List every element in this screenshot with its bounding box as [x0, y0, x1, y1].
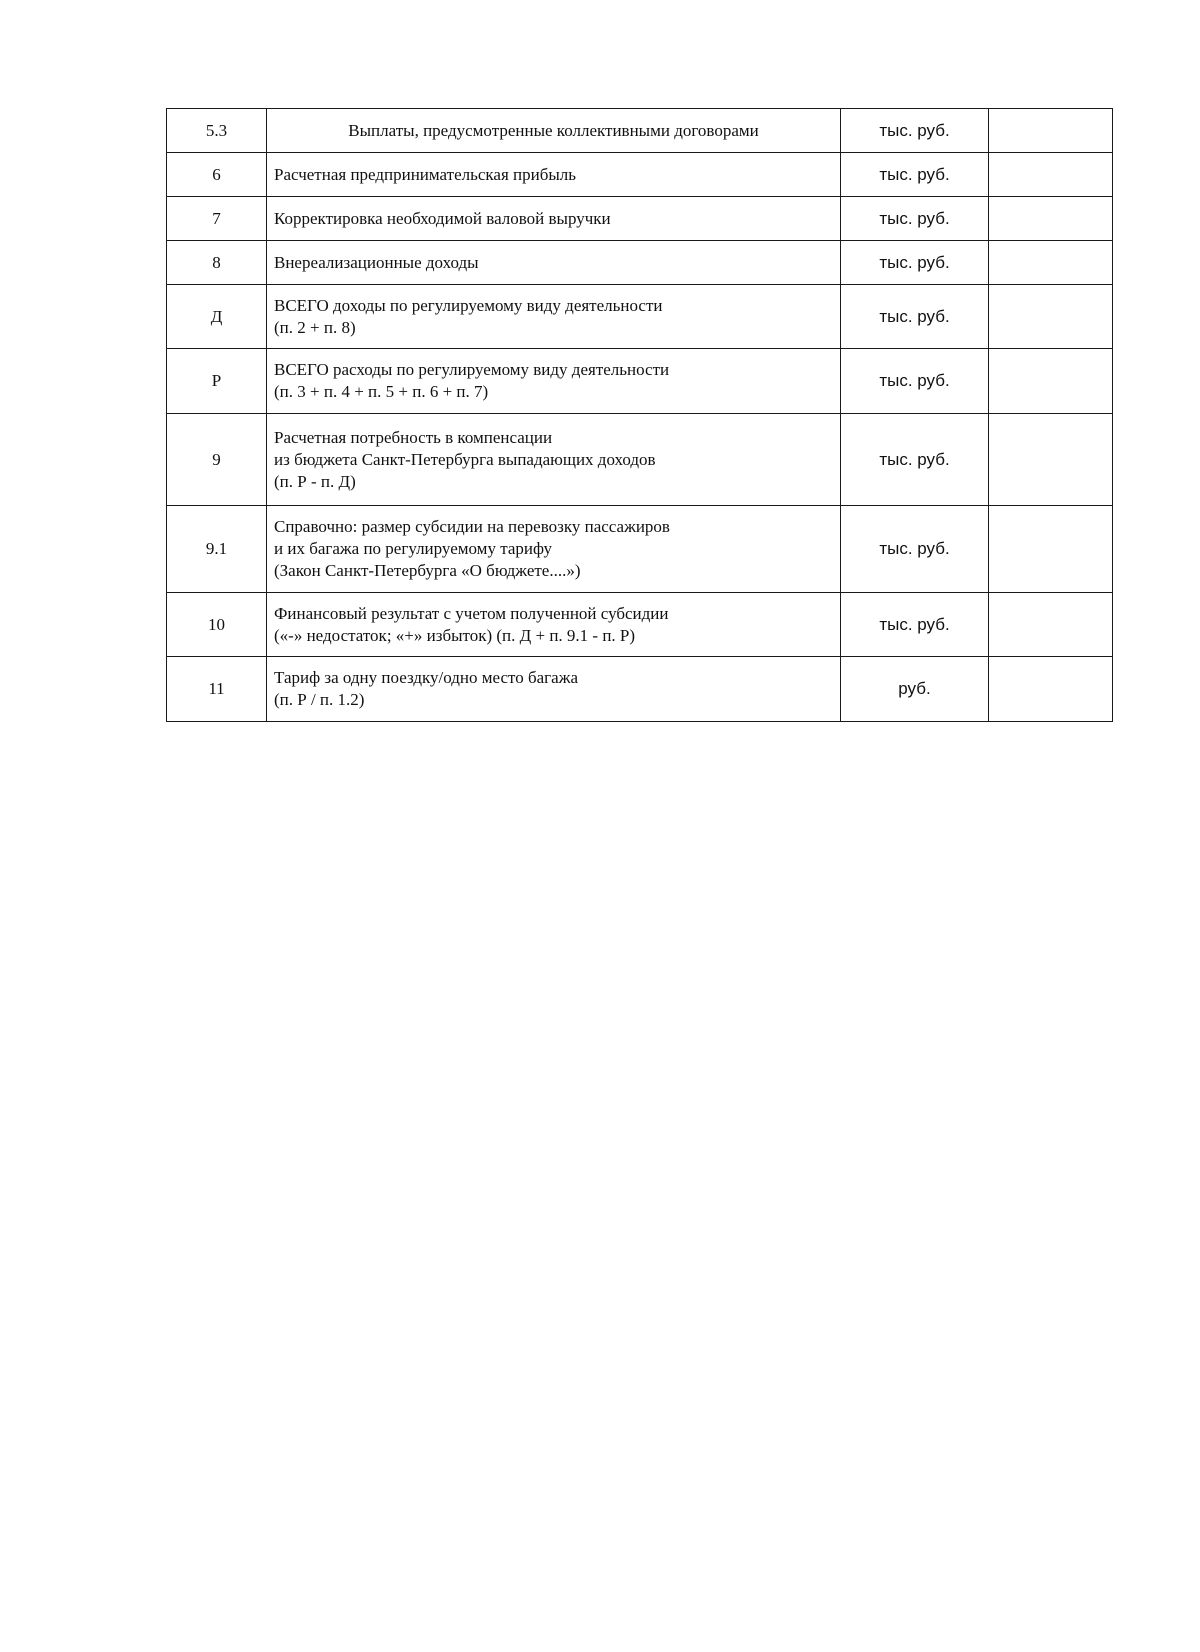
- row-number: Р: [167, 349, 267, 414]
- table-row: [167, 506, 1113, 593]
- row-indicator-name: [267, 241, 841, 285]
- row-unit: тыс. руб.: [841, 197, 989, 241]
- indicator-line: Корректировка необходимой валовой выручки: [274, 208, 611, 228]
- indicator-line: Финансовый результат с учетом полученной субсидии: [274, 603, 669, 623]
- table-row: [167, 109, 1113, 153]
- row-indicator-name: [267, 153, 841, 197]
- row-number: 5.3: [167, 109, 267, 153]
- row-indicator-name: [267, 414, 841, 506]
- row-value: [989, 109, 1113, 153]
- row-value: [989, 593, 1113, 657]
- row-value: [989, 414, 1113, 506]
- indicator-line: Справочно: размер субсидии на перевозку пассажиров: [274, 517, 670, 536]
- indicator-line: из бюджета Санкт-Петербурга выпадающих доходов: [274, 449, 656, 469]
- row-unit: тыс. руб.: [841, 241, 989, 285]
- row-number: Д: [167, 285, 267, 349]
- row-indicator-name: [267, 197, 841, 241]
- row-indicator-name: [267, 506, 841, 593]
- row-unit: тыс. руб.: [841, 153, 989, 197]
- table-row: [167, 657, 1113, 722]
- row-number: 6: [167, 153, 267, 197]
- indicator-line: (п. Р / п. 1.2): [274, 690, 365, 709]
- table-row: [167, 153, 1113, 197]
- indicator-line: Внереализационные доходы: [274, 252, 479, 272]
- row-number: 7: [167, 197, 267, 241]
- table-row: [167, 241, 1113, 285]
- indicator-line: (Закон Санкт-Петербурга «О бюджете....»): [274, 561, 581, 580]
- row-value: [989, 657, 1113, 722]
- row-value: [989, 197, 1113, 241]
- indicator-line: Расчетная предпринимательская прибыль: [274, 164, 577, 184]
- indicator-line: («-» недостаток; «+» избыток) (п. Д + п. 9.1 - п. Р): [274, 625, 636, 645]
- indicator-line: и их багажа по регулируемому тарифу: [274, 539, 553, 558]
- row-value: [989, 241, 1113, 285]
- row-number: 8: [167, 241, 267, 285]
- row-unit: тыс. руб.: [841, 109, 989, 153]
- row-value: [989, 349, 1113, 414]
- indicator-line: (п. 2 + п. 8): [274, 317, 356, 337]
- row-value: [989, 153, 1113, 197]
- indicator-line: ВСЕГО доходы по регулируемому виду деятельности: [274, 295, 663, 315]
- indicator-line: (п. Р - п. Д): [274, 471, 356, 491]
- table-row: [167, 414, 1113, 506]
- indicator-line: ВСЕГО расходы по регулируемому виду деятельности: [274, 360, 670, 379]
- row-unit: тыс. руб.: [841, 349, 989, 414]
- row-unit: тыс. руб.: [841, 285, 989, 349]
- row-indicator-name: [267, 593, 841, 657]
- row-indicator-name: [267, 109, 841, 153]
- row-number: 9.1: [167, 506, 267, 593]
- table-row: [167, 593, 1113, 657]
- indicator-line: Расчетная потребность в компенсации: [274, 427, 553, 447]
- row-unit: тыс. руб.: [841, 506, 989, 593]
- indicators-table: [166, 108, 1113, 722]
- table-row: [167, 349, 1113, 414]
- row-indicator-name: [267, 657, 841, 722]
- table-row: [167, 285, 1113, 349]
- indicator-line: (п. 3 + п. 4 + п. 5 + п. 6 + п. 7): [274, 382, 489, 401]
- row-indicator-name: [267, 285, 841, 349]
- row-number: 11: [167, 657, 267, 722]
- row-number: 10: [167, 593, 267, 657]
- row-unit: тыс. руб.: [841, 414, 989, 506]
- row-value: [989, 506, 1113, 593]
- table-row: [167, 197, 1113, 241]
- indicator-line: Выплаты, предусмотренные коллективными договорами: [348, 120, 759, 140]
- indicator-line: Тариф за одну поездку/одно место багажа: [274, 668, 578, 687]
- row-value: [989, 285, 1113, 349]
- row-unit: тыс. руб.: [841, 593, 989, 657]
- row-number: 9: [167, 414, 267, 506]
- row-unit: руб.: [841, 657, 989, 722]
- row-indicator-name: [267, 349, 841, 414]
